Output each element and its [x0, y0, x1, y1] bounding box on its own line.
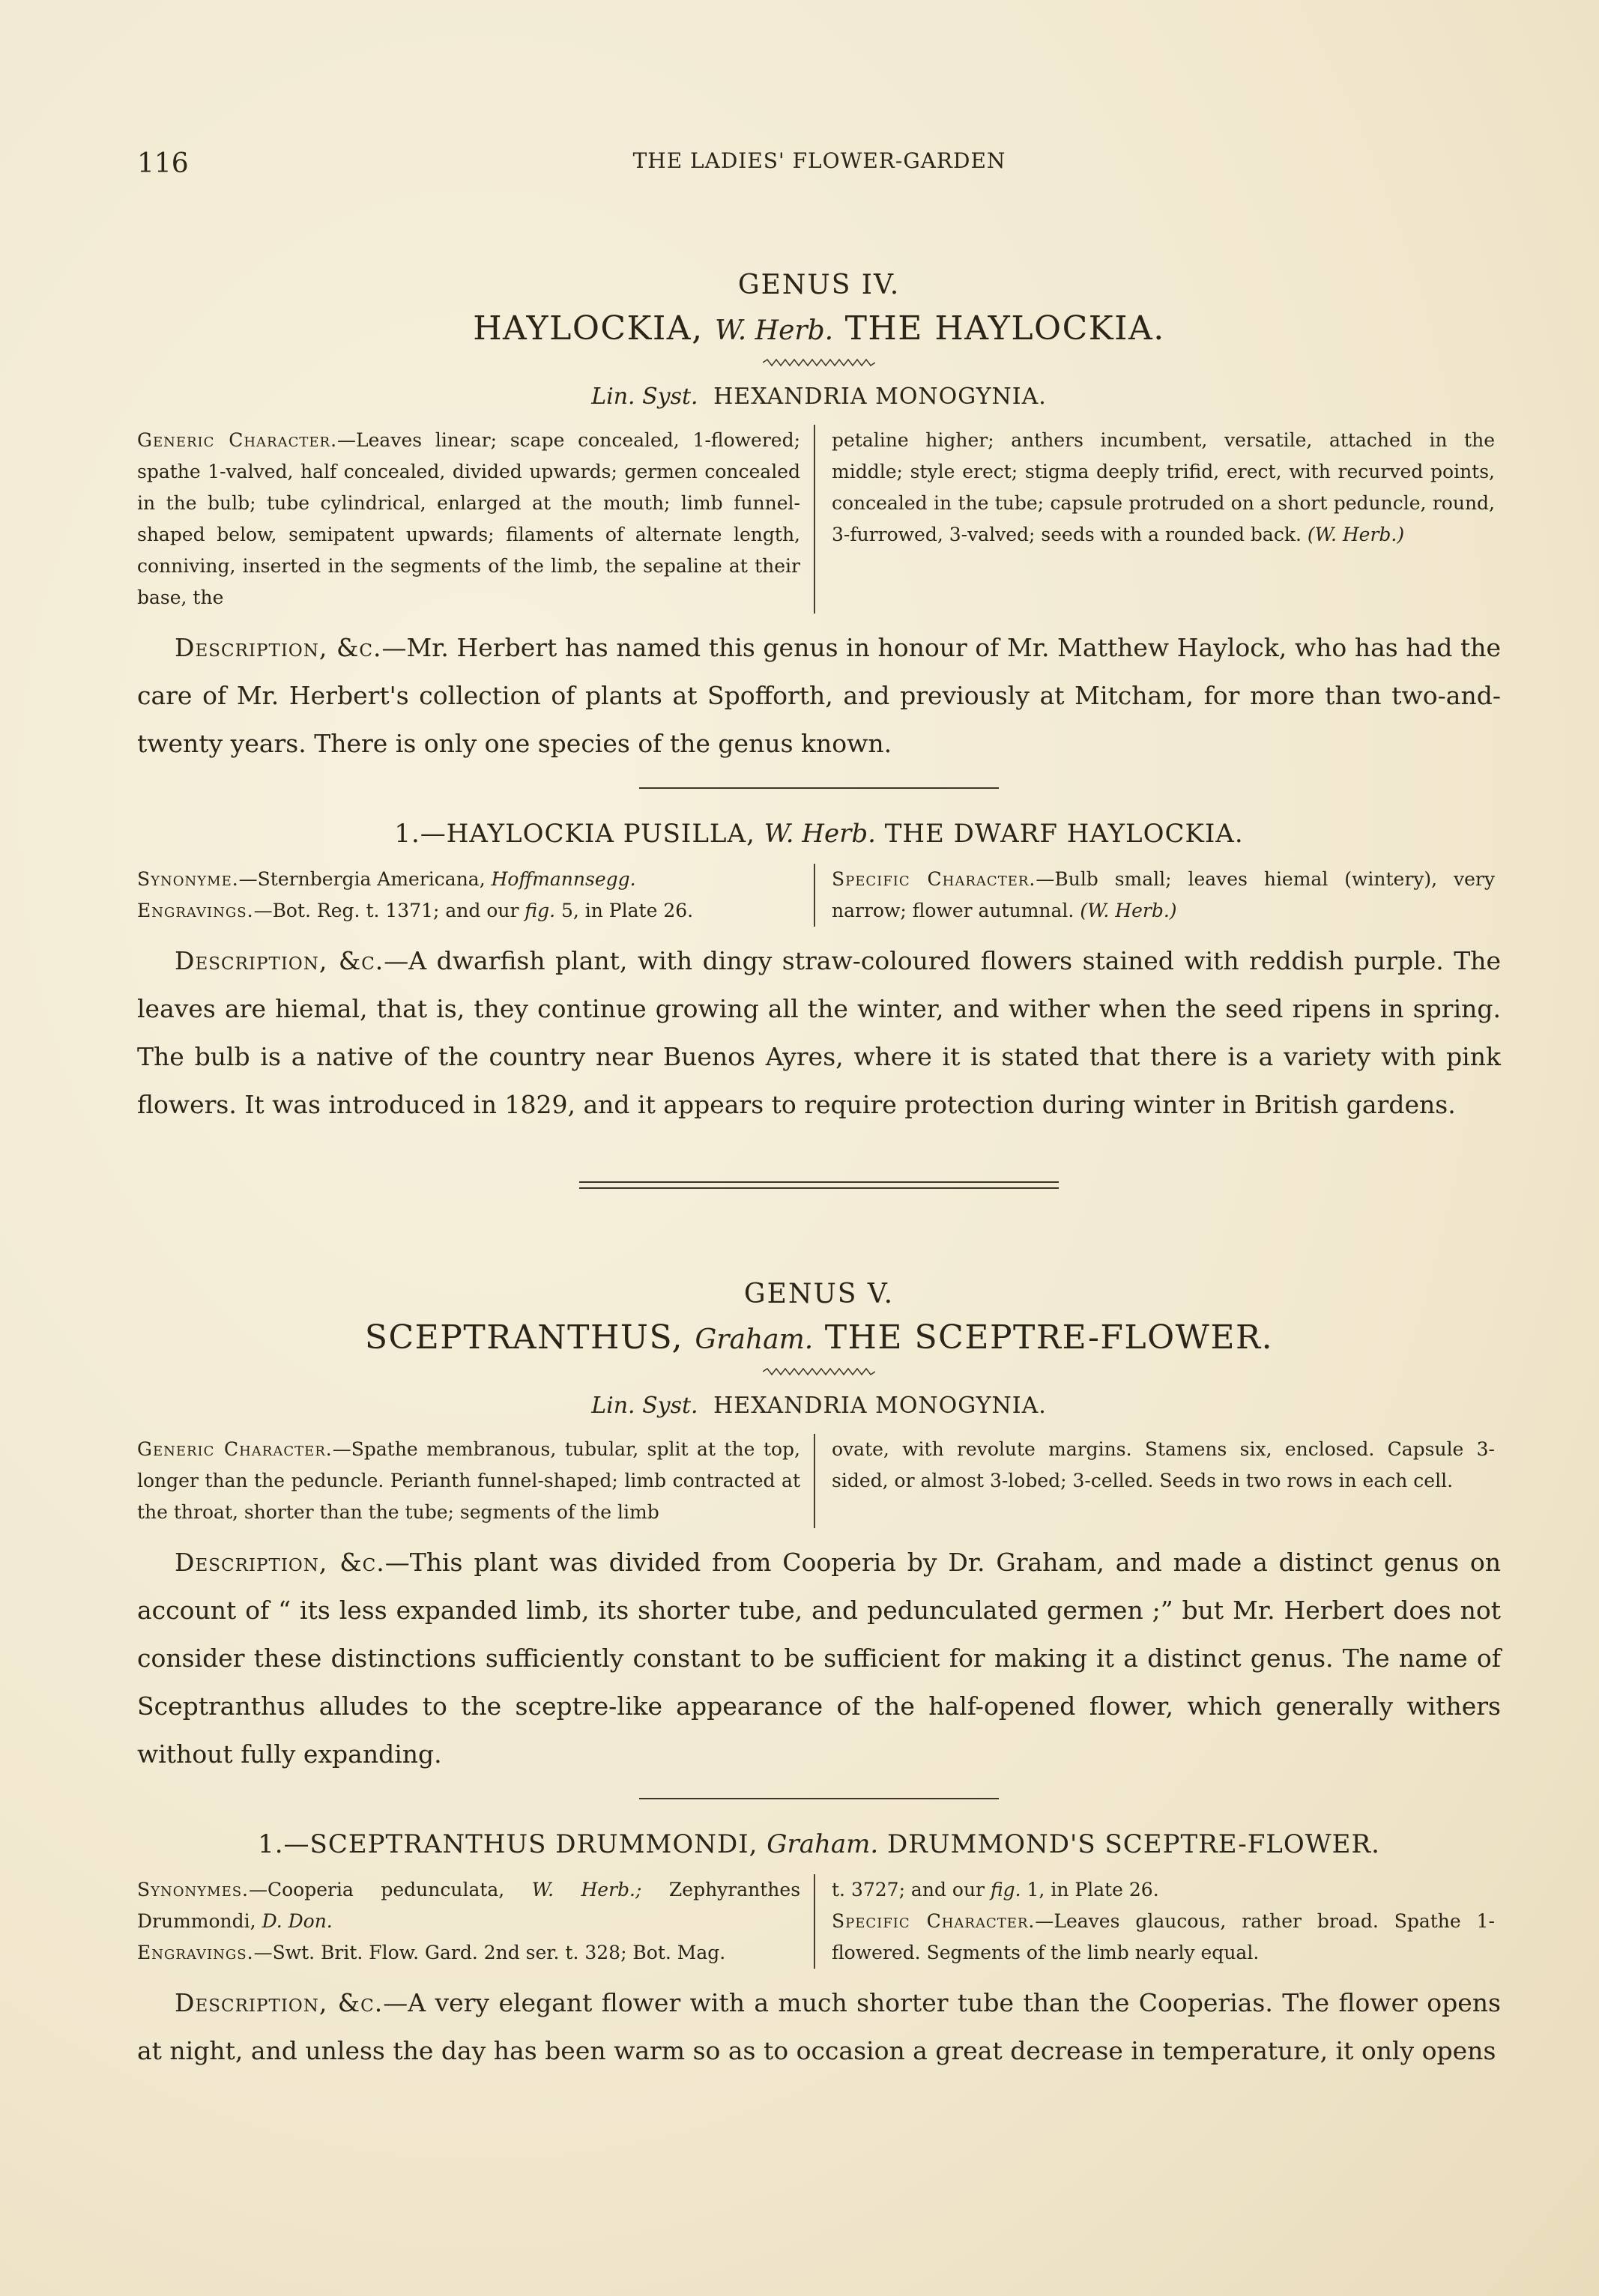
genus-label: GENUS IV. [737, 270, 901, 300]
description-label: Description, &c. [175, 1548, 385, 1577]
page-content [137, 270, 1501, 2075]
engravings-line [137, 895, 800, 927]
specific-character-label: Specific Character. [832, 868, 1036, 890]
generic-character-label: Generic Character. [137, 1438, 333, 1460]
engravings-continued [832, 1874, 1495, 1906]
synonymes-authority-2: D. Don. [262, 1910, 333, 1932]
genus-common-name: THE SCEPTRE-FLOWER. [824, 1318, 1274, 1357]
generic-character-left [137, 1434, 815, 1528]
specific-character [815, 864, 1495, 927]
specific-character-label: Specific Character. [832, 1910, 1036, 1932]
genus-name: SCEPTRANTHUS, [364, 1318, 684, 1357]
specific-character-text: —Leaves glaucous, rather broad. Spathe 1-flowered. Segments of the limb nearly equal. [832, 1910, 1495, 1963]
page-header [137, 148, 1502, 193]
species-author: W. Herb. [764, 819, 876, 849]
genus-description [137, 1539, 1501, 1778]
generic-character [137, 1434, 1501, 1528]
engravings-text: —Swt. Brit. Flow. Gard. 2nd ser. t. 328; Bot. Mag. [253, 1942, 726, 1963]
linsyst-value: HEXANDRIA MONOGYNIA. [713, 1393, 1047, 1419]
specific-character-line [832, 1906, 1495, 1969]
synonymes-line [137, 1874, 800, 1937]
generic-character-right [815, 1434, 1495, 1528]
engravings-line [137, 1937, 800, 1969]
specific-character-authority: (W. Herb.) [1080, 900, 1177, 921]
linsyst-label: Lin. Syst. [591, 1393, 698, 1419]
description-text: —A dwarfish plant, with dingy straw-coloured flowers stained with reddish purple. The leaves are hiemal, that is, they continue growing all the winter, and wither when the seed ripens in spring. The bulb is a native of the country near Buenos Ayres, where it is stated that there is a variety with pink flowers. It was introduced in 1829, and it appears to require protection during winter in British gardens. [137, 946, 1501, 1119]
description-label: Description, &c. [175, 633, 382, 662]
description-label: Description, &c. [175, 1988, 384, 2017]
description-text: —A very elegant flower with a much shorter tube than the Cooperias. The flower opens at night, and unless the day has been warm so as to occasion a great decrease in temperature, it only opens [137, 1988, 1501, 2065]
synonyms-engravings [137, 1874, 815, 1969]
engravings-tail: 5, in Plate 26. [560, 900, 694, 921]
specific-character-text: —Bulb small; leaves hiemal (wintery), very narrow; flower autumnal. [832, 868, 1496, 921]
species-common-name: THE DWARF HAYLOCKIA. [884, 819, 1244, 849]
engravings-label: Engravings. [137, 900, 254, 921]
genus-title [137, 1318, 1501, 1357]
section-rule [639, 787, 999, 789]
linsyst-label: Lin. Syst. [591, 384, 698, 410]
description-text: —This plant was divided from Cooperia by Dr. Graham, and made a distinct genus on account of “ its less expanded limb, its shorter tube, and pedunculated germen ;” but Mr. Herbert does not consider these distinctions sufficiently constant to be sufficient for making it a distinct genus. The name of Sceptranthus alludes to the sceptre-like appearance of the half-opened flower, which generally withers without fully expanding. [137, 1548, 1501, 1769]
species-characters [137, 864, 1501, 927]
engravings-text: —Bot. Reg. t. 1371; and our [253, 900, 519, 921]
species-description [137, 937, 1501, 1129]
generic-character-label: Generic Character. [137, 429, 338, 451]
species-description [137, 1979, 1501, 2075]
genus-label: GENUS V. [743, 1279, 895, 1309]
generic-character-text-cont: ovate, with revolute margins. Stamens six, enclosed. Capsule 3-sided, or almost 3-lobed; 3-celled. Seeds in two rows in each cell. [832, 1438, 1495, 1491]
genus-v-section [137, 1279, 1501, 2075]
genus-common-name: THE HAYLOCKIA. [844, 309, 1165, 348]
engravings-label: Engravings. [137, 1942, 254, 1963]
running-head: THE LADIES' FLOWER-GARDEN [632, 148, 1006, 173]
species-author: Graham. [767, 1829, 879, 1859]
specific-character [815, 1874, 1495, 1969]
species-name: 1.—SCEPTRANTHUS DRUMMONDI, [258, 1829, 758, 1859]
species-common-name: DRUMMOND'S SCEPTRE-FLOWER. [887, 1829, 1380, 1859]
engravings-cont-text: t. 3727; and our [832, 1879, 985, 1900]
genus-iv-section [137, 270, 1501, 1129]
synonymes-authority-1: W. Herb.; [531, 1879, 642, 1900]
genus-author: Graham. [695, 1324, 814, 1355]
generic-character [137, 425, 1501, 614]
page-number: 116 [137, 148, 189, 179]
synonyme-text: —Sternbergia Americana, [238, 868, 486, 890]
generic-character-left [137, 425, 815, 614]
engravings-fig: fig. [525, 900, 556, 921]
synonymes-text-2: Zephyranthes Drummondi, [137, 1879, 801, 1932]
linnaean-system [137, 384, 1501, 410]
engravings-fig: fig. [990, 1879, 1021, 1900]
genus-title [137, 309, 1501, 348]
wavy-ornament [763, 358, 875, 367]
genus-author: W. Herb. [715, 315, 834, 346]
engravings-cont-tail: 1, in Plate 26. [1027, 1879, 1159, 1900]
generic-character-text: —Leaves linear; scape concealed, 1-flowered; spathe 1-valved, half concealed, divided upwards; germen concealed in the bulb; tube cylindrical, enlarged at the mouth; limb funnel-shaped below, semipatent upwards; filaments of alternate length, conniving, inserted in the segments of the limb, the sepaline at their base, the [137, 429, 800, 608]
species-title [137, 1829, 1501, 1859]
generic-character-right [815, 425, 1495, 614]
linsyst-value: HEXANDRIA MONOGYNIA. [713, 384, 1047, 410]
genus-name: HAYLOCKIA, [473, 309, 704, 348]
synonyms-engravings [137, 864, 815, 927]
generic-character-authority: (W. Herb.) [1307, 524, 1405, 545]
section-rule [639, 1798, 999, 1799]
description-label: Description, &c. [175, 946, 384, 975]
wavy-ornament [763, 1367, 875, 1376]
species-name: 1.—HAYLOCKIA PUSILLA, [394, 819, 755, 849]
species-characters [137, 1874, 1501, 1969]
species-title [137, 819, 1501, 849]
synonymes-label: Synonymes. [137, 1879, 249, 1900]
description-text: —Mr. Herbert has named this genus in honour of Mr. Matthew Haylock, who has had the care of Mr. Herbert's collection of plants at Spofforth, and previously at Mitcham, for more than two-and-twenty years. There is only one species of the genus known. [137, 633, 1501, 758]
synonyme-label: Synonyme. [137, 868, 239, 890]
generic-character-text: —Spathe membranous, tubular, split at the top, longer than the peduncle. Perianth funnel-shaped; limb contracted at the throat, shorter than the tube; segments of the limb [137, 1438, 800, 1523]
generic-character-text-cont: petaline higher; anthers incumbent, versatile, attached in the middle; style erect; stigma deeply trifid, erect, with recurved points, concealed in the tube; capsule protruded on a short peduncle, round, 3-furrowed, 3-valved; seeds with a rounded back. [832, 429, 1495, 545]
synonymes-text: —Cooperia pedunculata, [249, 1879, 505, 1900]
synonyme-line [137, 864, 800, 895]
genus-separator [579, 1181, 1059, 1189]
linnaean-system [137, 1393, 1501, 1419]
synonyme-authority: Hoffmannsegg. [491, 868, 636, 890]
genus-description [137, 624, 1501, 768]
